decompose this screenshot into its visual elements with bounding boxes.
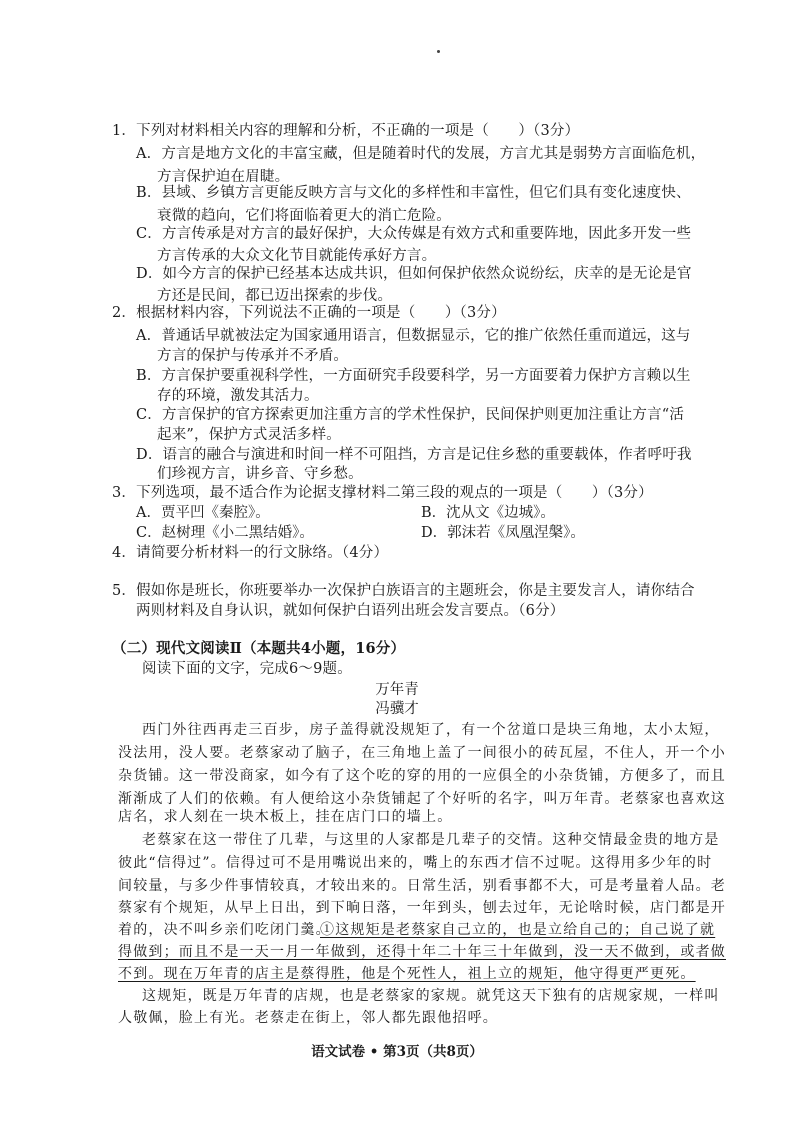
- q2-stem: 2．根据材料内容，下列说法不正确的一项是（ ）（3分）: [112, 305, 506, 321]
- q1-option-c-cont: 方言传承的大众文化节目就能传承好方言。: [157, 248, 437, 264]
- scan-speck: [437, 50, 440, 53]
- q3-option-d: D．郭沫若《凤凰涅槃》。: [421, 525, 585, 541]
- story-underlined-sentence: ①这规矩是老蔡家自己立的，也是立给自己的；自己说了就: [320, 922, 716, 938]
- q3-stem: 3．下列选项，最不适合作为论据支撑材料二第三段的观点的一项是（ ）（3分）: [112, 485, 653, 501]
- q5-stem: 5．假如你是班长，你班要举办一次保护白族语言的主题班会，你是主要发言人，请你结合: [112, 583, 695, 599]
- story-title: 万年青: [375, 682, 419, 698]
- q2-option-c-cont: 起来”，保护方式灵活多样。: [157, 427, 342, 443]
- story-p3-line: 人敬佩，脸上有光。老蔡走在街上，邻人都先跟他招呼。: [118, 1010, 498, 1026]
- story-p3-line: 这规矩，既是万年青的店规，也是老蔡家的家规。就凭这天下独有的店规家规，一样叫: [142, 988, 720, 1004]
- q4-stem: 4．请简要分析材料一的行文脉络。（4分）: [112, 545, 389, 561]
- q1-option-c: C．方言传承是对方言的最好保护，大众传媒是有效方式和重要阵地，因此多开发一些: [136, 226, 692, 242]
- story-p2-line: 蔡家有个规矩，从早上日出，到下晌日落，一年到头，刨去过年，无论啥时候，店门都是开: [118, 900, 726, 916]
- q1-option-a: A．方言是地方文化的丰富宝藏，但是随着时代的发展，方言尤其是弱势方言面临危机，: [136, 146, 706, 162]
- q2-option-b-cont: 存的环境，激发其活力。: [157, 388, 319, 404]
- q2-option-c: C．方言保护的官方探索更加注重方言的学术性保护，民间保护则更加注重让方言“活: [136, 407, 685, 423]
- story-p2-line: 间较量，与多少件事情较真，才较出来的。日常生活，别看事都不大，可是考量着人品。老: [118, 878, 726, 894]
- q1-option-b-cont: 衰微的趋向，它们将面临着更大的消亡危险。: [157, 208, 451, 224]
- q2-option-b: B．方言保护要重视科学性，一方面研究手段要科学，另一方面要着力保护方言赖以生: [136, 368, 691, 384]
- story-p1-line: 杂货铺。这一带没商家，如今有了这个吃的穿的用的一应俱全的小杂货铺，方便多了，而且: [118, 768, 726, 784]
- q1-stem: 1．下列对材料相关内容的理解和分析，不正确的一项是（ ）（3分）: [112, 123, 580, 139]
- q3-option-b: B．沈从文《边城》。: [421, 505, 555, 521]
- q1-option-d: D．如今方言的保护已经基本达成共识，但如何保护依然众说纷纭，庆幸的是无论是官: [136, 266, 692, 282]
- story-p2-line: 老蔡家在这一带住了几辈，与这里的人家都是几辈子的交情。这种交情最金贵的地方是: [142, 832, 720, 848]
- story-p2-line: 彼此“信得过”。信得过可不是用嘴说出来的，嘴上的东西才信不过呢。这得用多少年的时: [118, 855, 713, 871]
- story-p2-line: 着的，决不叫乡亲们吃闭门羹。: [118, 922, 331, 938]
- section-instruction: 阅读下面的文字，完成6～9题。: [142, 661, 352, 677]
- q1-option-a-cont: 方言保护迫在眉睫。: [157, 169, 290, 185]
- story-p1-line: 渐渐成了人们的依赖。有人便给这小杂货铺起了个好听的名字，叫万年青。老蔡家也喜欢这: [118, 791, 726, 807]
- story-p1-line: 没法用，没人要。老蔡家动了脑子，在三角地上盖了一间很小的砖瓦屋，不住人，开一个小: [118, 745, 726, 761]
- q2-option-a-cont: 方言的保护与传承并不矛盾。: [157, 348, 349, 364]
- q2-option-d: D．语言的融合与演进和时间一样不可阻挡，方言是记住乡愁的重要载体，作者呼吁我: [136, 447, 692, 463]
- q1-option-b: B．县域、乡镇方言更能反映方言与文化的多样性和丰富性，但它们具有变化速度快、: [136, 185, 691, 201]
- q2-option-a: A．普通话早就被法定为国家通用语言，但数据显示，它的推广依然任重而道远，这与: [136, 328, 691, 344]
- page-footer: 语文试卷 • 第3页（共8页）: [311, 1044, 483, 1060]
- story-author: 冯骥才: [375, 701, 419, 717]
- q2-option-d-cont: 们珍视方言，讲乡音、守乡愁。: [157, 466, 363, 482]
- story-underlined-sentence: 不到。现在万年青的店主是蔡得胜，他是个死性人，祖上立的规矩，他守得更严更死。: [118, 966, 696, 982]
- story-p1-line: 西门外往西再走三百步，房子盖得就没规矩了，有一个岔道口是块三角地，太小太短，: [142, 722, 720, 738]
- story-underlined-sentence: 得做到；而且不是一天一月一年做到，还得十年二十年三十年做到，没一天不做到，或者做: [118, 944, 726, 960]
- section-heading: （二）现代文阅读Ⅱ（本题共4小题，16分）: [112, 640, 406, 657]
- q3-option-c: C．赵树理《小二黑结婚》。: [136, 525, 314, 541]
- story-p1-line: 店名，求人刻在一块木板上，挂在店门口的墙上。: [118, 809, 453, 825]
- q5-stem-cont: 两则材料及自身认识，就如何保护白语列出班会发言要点。（6分）: [136, 603, 565, 619]
- q1-option-d-cont: 方还是民间，都已迈出探索的步伐。: [157, 288, 393, 304]
- q3-option-a: A．贾平凹《秦腔》。: [136, 505, 270, 521]
